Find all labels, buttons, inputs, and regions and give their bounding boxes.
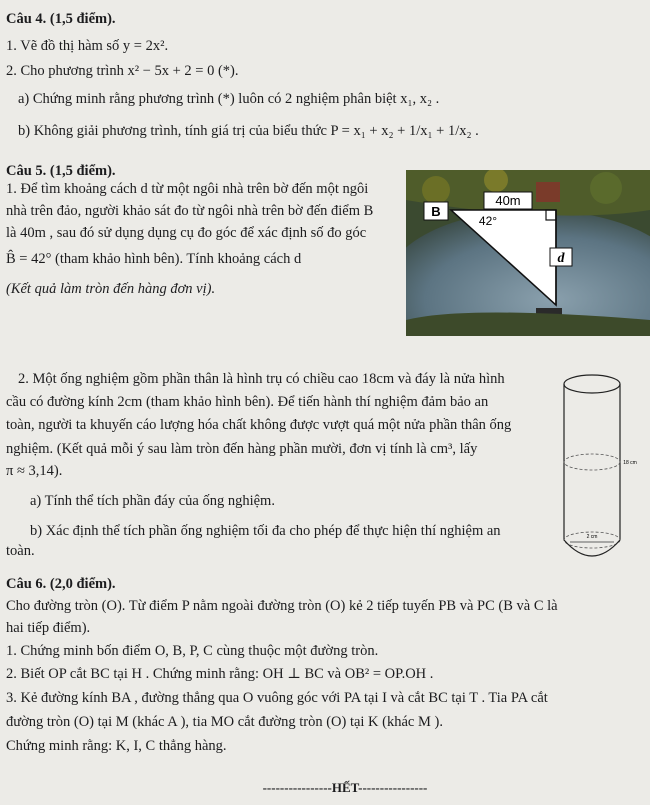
q4-part1: 1. Vẽ đồ thị hàm số y = 2x². <box>6 38 169 54</box>
q6-part3-line2: đường tròn (O) tại M (khác A ), tia MO cắt đường tròn (O) tại K (khác M ). <box>6 714 443 730</box>
q5-p2-line3: toàn, người ta khuyến cáo lượng hóa chất không được vượt quá một nửa phần thân ống <box>6 417 512 433</box>
point-b-label: B <box>431 204 441 219</box>
shore-house-icon <box>536 182 560 202</box>
tube-base-label: 2 cm <box>586 534 598 540</box>
q5-p1-line4: B̂ = 42° (tham khảo hình bên). Tính khoảng cách d <box>6 251 302 267</box>
q5-p2-line5: π ≈ 3,14). <box>6 463 63 479</box>
q5-p2-line1: 2. Một ống nghiệm gồm phần thân là hình trụ có chiều cao 18cm và đáy là nửa hình <box>18 371 505 387</box>
angle-label: 42° <box>478 214 498 228</box>
q4-title: Câu 4. (1,5 điểm). <box>6 11 116 27</box>
island-figure-svg <box>406 170 650 336</box>
distance-label: 40m <box>495 193 521 208</box>
q6-title: Câu 6. (2,0 điểm). <box>6 576 116 592</box>
q4-part2: 2. Cho phương trình x² − 5x + 2 = 0 (*). <box>6 63 239 79</box>
q5-p1-line3: là 40m , sau đó sử dụng dụng cụ đo góc để xác định số đo góc <box>6 225 367 241</box>
q6-part2: 2. Biết OP cắt BC tại H . Chứng minh rằng: OH ⊥ BC và OB² = OP.OH . <box>6 666 434 682</box>
q6-part3-line1: 3. Kẻ đường kính BA , đường thẳng qua O vuông góc với PA tại I và cắt BC tại T . Tia PA cắt <box>6 690 548 706</box>
test-tube-svg <box>560 372 645 567</box>
q6-part3-line3: Chứng minh rằng: K, I, C thẳng hàng. <box>6 738 227 754</box>
test-tube-figure <box>560 372 645 567</box>
q5-p2-line4: nghiệm. (Kết quả mỗi ý sau làm tròn đến hàng phần mười, đơn vị tính là cm³, lấy <box>6 441 478 457</box>
q4-part2a: a) Chứng minh rằng phương trình (*) luôn có 2 nghiệm phân biệt x₁, x₂ . <box>18 91 440 107</box>
q5-p2-line2: cầu có đường kính 2cm (tham khảo hình bên). Để tiến hành thí nghiệm đảm bảo an <box>6 394 489 410</box>
q6-part1: 1. Chứng minh bốn điểm O, B, P, C cùng thuộc một đường tròn. <box>6 643 379 659</box>
q5-p2a: a) Tính thể tích phần đáy của ống nghiệm. <box>30 493 275 509</box>
q6-intro-line1: Cho đường tròn (O). Từ điểm P nằm ngoài đường tròn (O) kẻ 2 tiếp tuyến PB và PC (B và C là <box>6 598 558 614</box>
q5-p1-line2: nhà trên đảo, người khảo sát đo từ ngôi nhà trên bờ đến điểm B <box>6 203 374 219</box>
q5-p2b-line2: toàn. <box>6 543 35 559</box>
q5-title: Câu 5. (1,5 điểm). <box>6 163 116 179</box>
q5-p2b-line1: b) Xác định thể tích phần ống nghiệm tối đa cho phép để thực hiện thí nghiệm an <box>30 523 501 539</box>
island-figure <box>406 170 650 336</box>
q6-intro-line2: hai tiếp điểm). <box>6 620 91 636</box>
end-marker: ----------------HẾT---------------- <box>262 780 428 795</box>
q5-p1-note: (Kết quả làm tròn đến hàng đơn vị). <box>6 281 216 297</box>
d-label: d <box>557 251 565 266</box>
q5-p1-line1: 1. Để tìm khoảng cách d từ một ngôi nhà trên bờ đến một ngôi <box>6 181 369 197</box>
tube-height-label: 18 cm <box>623 460 637 466</box>
q4-part2b: b) Không giải phương trình, tính giá trị của biểu thức P = x₁ + x₂ + 1/x₁ + 1/x₂ . <box>18 123 479 139</box>
